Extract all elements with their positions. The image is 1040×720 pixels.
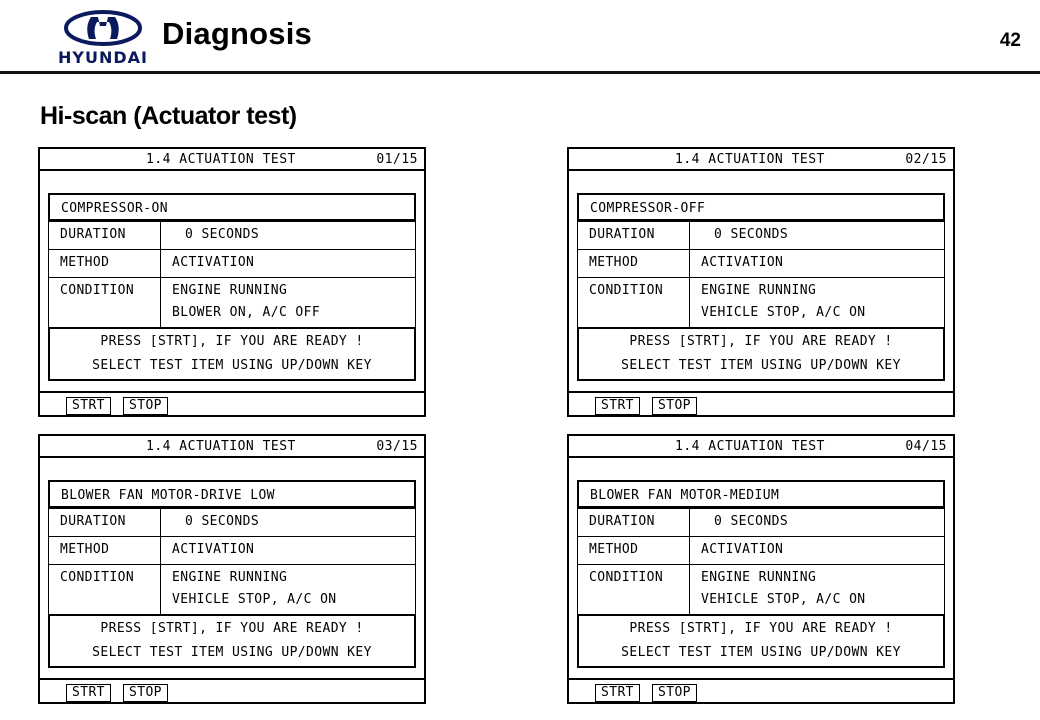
duration-value: 0 SECONDS — [161, 222, 416, 250]
stop-button[interactable]: STOP — [652, 684, 697, 702]
stop-button[interactable]: STOP — [652, 397, 697, 415]
panel-header — [40, 149, 424, 171]
panel-title: 1.4 ACTUATION TEST — [146, 152, 296, 167]
condition-label: CONDITION — [578, 565, 690, 615]
condition-label: CONDITION — [49, 278, 161, 328]
actuation-test-panel-1 — [38, 147, 426, 417]
instruction-message — [48, 327, 416, 381]
instruction-message — [577, 614, 945, 668]
condition-line-1: ENGINE RUNNING — [172, 570, 288, 585]
condition-line-1: ENGINE RUNNING — [701, 283, 817, 298]
duration-label: DURATION — [578, 509, 690, 537]
condition-line-1: ENGINE RUNNING — [172, 283, 288, 298]
condition-row — [49, 278, 416, 328]
method-label: METHOD — [49, 250, 161, 278]
actuation-test-panel-2 — [567, 147, 955, 417]
message-line-1: PRESS [STRT], IF YOU ARE READY ! — [100, 334, 364, 349]
strt-button[interactable]: STRT — [66, 684, 111, 702]
panel-page-indicator: 01/15 — [376, 152, 418, 167]
message-line-1: PRESS [STRT], IF YOU ARE READY ! — [100, 621, 364, 636]
test-item-name: BLOWER FAN MOTOR-MEDIUM — [577, 480, 945, 508]
header-divider — [0, 71, 1040, 74]
method-value: ACTIVATION — [690, 537, 945, 565]
test-info-table — [577, 221, 945, 328]
message-line-2: SELECT TEST ITEM USING UP/DOWN KEY — [621, 358, 901, 373]
instruction-message — [577, 327, 945, 381]
section-title: Hi-scan (Actuator test) — [40, 102, 297, 130]
condition-value — [690, 278, 945, 328]
condition-label: CONDITION — [49, 565, 161, 615]
function-key-bar — [40, 678, 424, 702]
strt-button[interactable]: STRT — [595, 397, 640, 415]
page-title: Diagnosis — [162, 16, 312, 51]
duration-label: DURATION — [578, 222, 690, 250]
message-line-1: PRESS [STRT], IF YOU ARE READY ! — [629, 334, 893, 349]
method-row — [578, 537, 945, 565]
panel-page-indicator: 03/15 — [376, 439, 418, 454]
function-key-bar — [40, 391, 424, 415]
condition-row — [578, 565, 945, 615]
test-item-name: COMPRESSOR-ON — [48, 193, 416, 221]
panel-title: 1.4 ACTUATION TEST — [675, 439, 825, 454]
condition-value — [161, 565, 416, 615]
message-line-2: SELECT TEST ITEM USING UP/DOWN KEY — [621, 645, 901, 660]
condition-label: CONDITION — [578, 278, 690, 328]
message-line-2: SELECT TEST ITEM USING UP/DOWN KEY — [92, 358, 372, 373]
stop-button[interactable]: STOP — [123, 397, 168, 415]
duration-row — [578, 509, 945, 537]
strt-button[interactable]: STRT — [66, 397, 111, 415]
condition-line-2: VEHICLE STOP, A/C ON — [172, 592, 337, 607]
message-line-2: SELECT TEST ITEM USING UP/DOWN KEY — [92, 645, 372, 660]
panel-page-indicator: 02/15 — [905, 152, 947, 167]
condition-line-2: BLOWER ON, A/C OFF — [172, 305, 321, 320]
condition-line-1: ENGINE RUNNING — [701, 570, 817, 585]
condition-value — [161, 278, 416, 328]
hyundai-logo — [50, 10, 156, 67]
test-item-name: COMPRESSOR-OFF — [577, 193, 945, 221]
duration-value: 0 SECONDS — [690, 222, 945, 250]
duration-value: 0 SECONDS — [690, 509, 945, 537]
function-key-bar — [569, 391, 953, 415]
method-row — [578, 250, 945, 278]
test-info-table — [48, 508, 416, 615]
method-row — [49, 537, 416, 565]
duration-label: DURATION — [49, 509, 161, 537]
test-info-table — [48, 221, 416, 328]
duration-row — [49, 222, 416, 250]
method-value: ACTIVATION — [161, 537, 416, 565]
method-label: METHOD — [578, 537, 690, 565]
instruction-message — [48, 614, 416, 668]
condition-row — [578, 278, 945, 328]
method-label: METHOD — [578, 250, 690, 278]
actuation-test-panel-3 — [38, 434, 426, 704]
panel-header — [40, 436, 424, 458]
condition-value — [690, 565, 945, 615]
message-line-1: PRESS [STRT], IF YOU ARE READY ! — [629, 621, 893, 636]
condition-line-2: VEHICLE STOP, A/C ON — [701, 592, 866, 607]
page-number: 42 — [999, 30, 1021, 51]
stop-button[interactable]: STOP — [123, 684, 168, 702]
method-value: ACTIVATION — [161, 250, 416, 278]
strt-button[interactable]: STRT — [595, 684, 640, 702]
panel-header — [569, 149, 953, 171]
method-row — [49, 250, 416, 278]
duration-row — [49, 509, 416, 537]
method-label: METHOD — [49, 537, 161, 565]
duration-label: DURATION — [49, 222, 161, 250]
test-info-table — [577, 508, 945, 615]
actuation-test-panel-4 — [567, 434, 955, 704]
function-key-bar — [569, 678, 953, 702]
condition-line-2: VEHICLE STOP, A/C ON — [701, 305, 866, 320]
hyundai-logo-icon — [64, 10, 142, 46]
panel-title: 1.4 ACTUATION TEST — [146, 439, 296, 454]
duration-row — [578, 222, 945, 250]
panel-header — [569, 436, 953, 458]
panel-title: 1.4 ACTUATION TEST — [675, 152, 825, 167]
method-value: ACTIVATION — [690, 250, 945, 278]
test-item-name: BLOWER FAN MOTOR-DRIVE LOW — [48, 480, 416, 508]
panel-page-indicator: 04/15 — [905, 439, 947, 454]
condition-row — [49, 565, 416, 615]
logo-wordmark: HYUNDAI — [58, 48, 148, 67]
duration-value: 0 SECONDS — [161, 509, 416, 537]
